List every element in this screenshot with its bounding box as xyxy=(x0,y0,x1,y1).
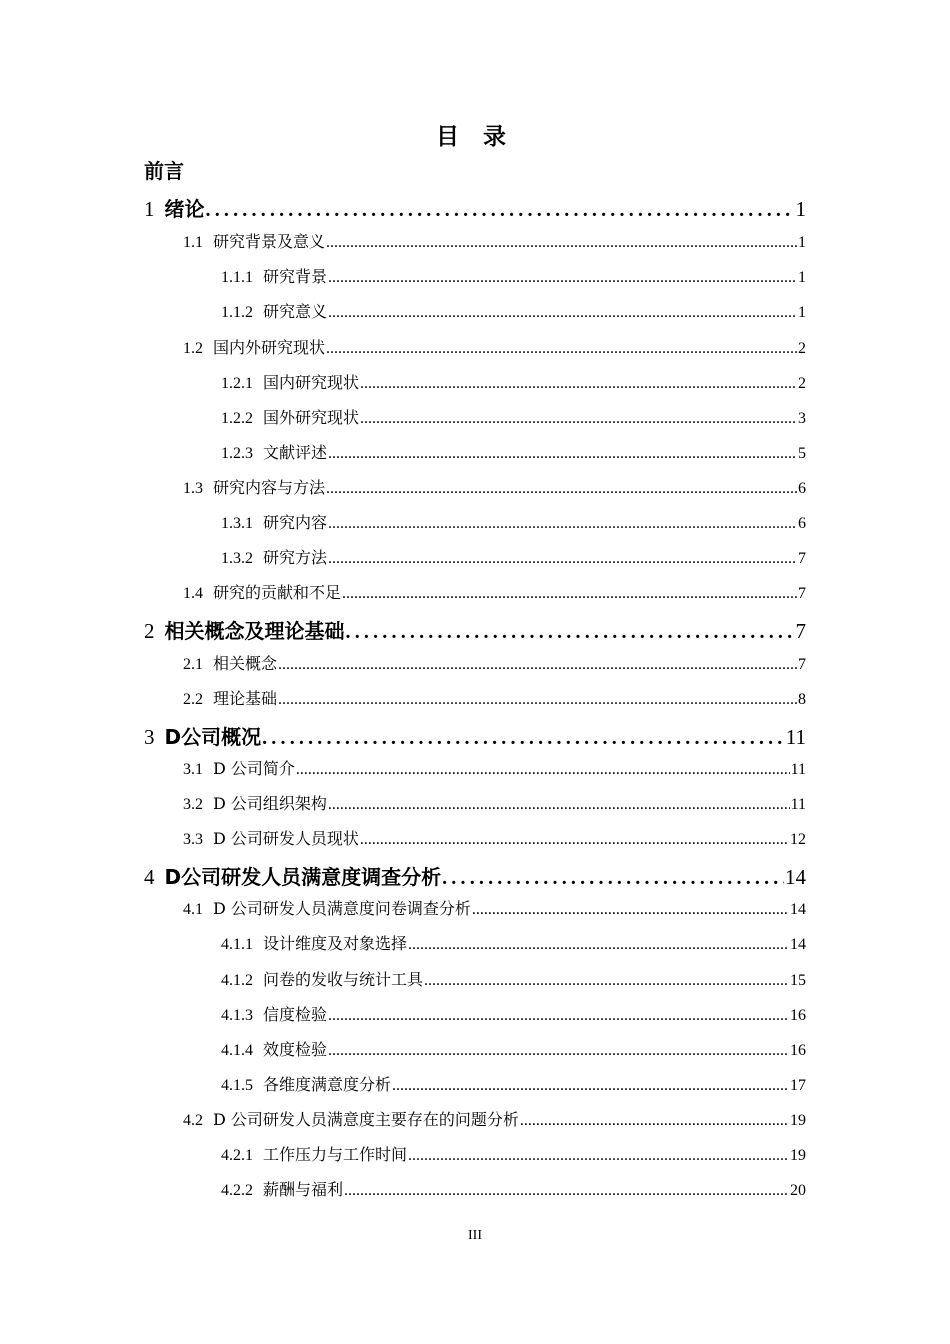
toc-entry-number: 4.2.1 xyxy=(221,1147,253,1164)
toc-entry-page: 7 xyxy=(798,656,806,673)
toc-dot-leader xyxy=(360,375,797,393)
toc-entry-title: 研究内容与方法 xyxy=(213,478,326,497)
toc-dot-leader xyxy=(360,410,797,428)
toc-entry-title: 国内外研究现状 xyxy=(213,338,326,357)
toc-entry-level2[interactable] xyxy=(183,475,806,498)
toc-entry-level3[interactable] xyxy=(221,1072,806,1095)
toc-dot-leader xyxy=(408,936,789,954)
toc-entry-page: 8 xyxy=(798,691,806,708)
toc-entry-title: 国外研究现状 xyxy=(263,408,360,427)
toc-entry-title: 薪酬与福利 xyxy=(263,1180,344,1199)
toc-entry-number: 1.1.2 xyxy=(221,304,253,321)
toc-entry-title: 问卷的发收与统计工具 xyxy=(263,970,424,989)
toc-entry-page: 14 xyxy=(790,936,806,953)
toc-entry-number: 3.2 xyxy=(183,796,203,813)
toc-entry-number: 3.1 xyxy=(183,761,203,778)
toc-dot-leader xyxy=(328,550,797,568)
toc-entry-level2[interactable] xyxy=(183,335,806,358)
toc-entry-number: 4.2 xyxy=(183,1112,203,1129)
toc-entry-title: 信度检验 xyxy=(263,1005,328,1024)
toc-entry-level1[interactable] xyxy=(144,861,806,890)
toc-entry-level1[interactable] xyxy=(144,615,806,644)
toc-dot-leader xyxy=(262,727,785,750)
toc-entry-number: 1.2 xyxy=(183,340,203,357)
toc-entry-number: 4.1.4 xyxy=(221,1042,253,1059)
toc-entry-title: 设计维度及对象选择 xyxy=(263,934,408,953)
toc-entry-page: 14 xyxy=(785,865,806,889)
toc-dot-leader xyxy=(328,445,797,463)
toc-entry-number: 2 xyxy=(144,619,155,643)
toc-entry-number: 4.1.5 xyxy=(221,1077,253,1094)
toc-entry-number: 4.1.3 xyxy=(221,1007,253,1024)
toc-entry-level3[interactable] xyxy=(221,510,806,533)
toc-entry-title: D 公司研发人员满意度主要存在的问题分析 xyxy=(213,1110,519,1129)
toc-dot-leader xyxy=(296,761,790,779)
toc-entry-title: 研究意义 xyxy=(263,302,328,321)
toc-entry-number: 1.1 xyxy=(183,234,203,251)
toc-entry-title: 效度检验 xyxy=(263,1040,328,1059)
toc-entry-page: 16 xyxy=(790,1007,806,1024)
toc-entry-level2[interactable] xyxy=(183,580,806,603)
toc-entry-page: 20 xyxy=(790,1182,806,1199)
toc-dot-leader xyxy=(326,480,797,498)
toc-entry-number: 1.3.2 xyxy=(221,550,253,567)
toc-dot-leader xyxy=(342,585,797,603)
toc-entry-page: 6 xyxy=(798,480,806,497)
toc-dot-leader xyxy=(442,867,784,890)
toc-entry-number: 2.1 xyxy=(183,656,203,673)
toc-entry-level3[interactable] xyxy=(221,1037,806,1060)
toc-entry-number: 4 xyxy=(144,865,155,889)
toc-entry-number: 1.2.3 xyxy=(221,445,253,462)
toc-entry-number: 1.2.2 xyxy=(221,410,253,427)
toc-entry-number: 1 xyxy=(144,197,155,221)
toc-entry-level2[interactable] xyxy=(183,791,806,814)
toc-entry-page: 16 xyxy=(790,1042,806,1059)
toc-entry-page: 1 xyxy=(798,269,806,286)
toc-entry-level3[interactable] xyxy=(221,1142,806,1165)
toc-dot-leader xyxy=(278,691,797,709)
toc-entry-level2[interactable] xyxy=(183,686,806,709)
toc-entry-title: 绪论 xyxy=(164,197,205,221)
toc-entry-number: 1.1.1 xyxy=(221,269,253,286)
toc-dot-leader xyxy=(328,515,797,533)
toc-dot-leader xyxy=(392,1077,789,1095)
toc-entry-level3[interactable] xyxy=(221,545,806,568)
toc-entry-number: 2.2 xyxy=(183,691,203,708)
toc-dot-leader xyxy=(408,1147,789,1165)
toc-entry-page: 7 xyxy=(798,550,806,567)
toc-entry-level3[interactable] xyxy=(221,405,806,428)
toc-entry-level3[interactable] xyxy=(221,967,806,990)
toc-entry-page: 1 xyxy=(795,197,806,221)
toc-dot-leader xyxy=(328,269,797,287)
toc-entry-title: D公司研发人员满意度调查分析 xyxy=(164,865,442,889)
toc-entry-number: 4.2.2 xyxy=(221,1182,253,1199)
toc-entry-number: 3 xyxy=(144,725,155,749)
toc-entry-page: 19 xyxy=(790,1112,806,1129)
toc-entry-page: 19 xyxy=(790,1147,806,1164)
toc-entry-title: 研究背景 xyxy=(263,267,328,286)
toc-entry-page: 2 xyxy=(798,375,806,392)
toc-preface[interactable]: 前言 xyxy=(144,159,184,183)
toc-dot-leader xyxy=(346,621,795,644)
toc-entry-title: D公司概况 xyxy=(164,725,262,749)
toc-entry-page: 11 xyxy=(785,725,806,749)
toc-entry-page: 3 xyxy=(798,410,806,427)
toc-entry-title: D 公司研发人员满意度问卷调查分析 xyxy=(213,899,471,918)
toc-entry-number: 4.1 xyxy=(183,901,203,918)
toc-entry-page: 12 xyxy=(790,831,806,848)
toc-entry-page: 11 xyxy=(790,761,806,778)
toc-entry-number: 3.3 xyxy=(183,831,203,848)
toc-entry-title: 国内研究现状 xyxy=(263,373,360,392)
toc-entry-title: 相关概念 xyxy=(213,654,278,673)
toc-dot-leader xyxy=(206,199,795,222)
toc-entry-page: 14 xyxy=(790,901,806,918)
toc-entry-level3[interactable] xyxy=(221,264,806,287)
toc-entry-page: 1 xyxy=(798,304,806,321)
toc-entry-level3[interactable] xyxy=(221,1177,806,1200)
toc-entry-level1[interactable] xyxy=(144,193,806,222)
toc-entry-page: 2 xyxy=(798,340,806,357)
toc-dot-leader xyxy=(424,972,789,990)
toc-entry-title: 研究内容 xyxy=(263,513,328,532)
toc-entry-number: 1.3.1 xyxy=(221,515,253,532)
toc-entry-title: 研究方法 xyxy=(263,548,328,567)
toc-entry-page: 15 xyxy=(790,972,806,989)
page-number: III xyxy=(468,1228,482,1243)
toc-entry-level3[interactable] xyxy=(221,299,806,322)
toc-dot-leader xyxy=(360,831,789,849)
toc-entry-level3[interactable] xyxy=(221,1002,806,1025)
toc-entry-page: 1 xyxy=(798,234,806,251)
toc-entry-title: D 公司组织架构 xyxy=(213,794,327,813)
toc-entry-level2[interactable] xyxy=(183,756,806,779)
toc-entry-number: 1.3 xyxy=(183,480,203,497)
toc-entry-title: D 公司研发人员现状 xyxy=(213,829,359,848)
page-title: 目 录 xyxy=(435,124,514,150)
toc-entry-level2[interactable] xyxy=(183,229,806,252)
toc-entry-title: 理论基础 xyxy=(213,689,278,708)
toc-entry-level3[interactable] xyxy=(221,440,806,463)
toc-dot-leader xyxy=(328,304,797,322)
toc-entry-level2[interactable] xyxy=(183,896,806,919)
toc-entry-title: D 公司简介 xyxy=(213,759,295,778)
toc-entry-page: 17 xyxy=(790,1077,806,1094)
toc-entry-page: 5 xyxy=(798,445,806,462)
toc-dot-leader xyxy=(328,1007,789,1025)
toc-entry-title: 各维度满意度分析 xyxy=(263,1075,392,1094)
toc-dot-leader xyxy=(520,1112,789,1130)
toc-entry-number: 4.1.1 xyxy=(221,936,253,953)
toc-entry-title: 研究背景及意义 xyxy=(213,232,326,251)
toc-entry-title: 研究的贡献和不足 xyxy=(213,583,342,602)
toc-entry-number: 1.2.1 xyxy=(221,375,253,392)
toc-entry-level3[interactable] xyxy=(221,370,806,393)
toc-entry-number: 4.1.2 xyxy=(221,972,253,989)
toc-entry-level2[interactable] xyxy=(183,651,806,674)
toc-entry-title: 相关概念及理论基础 xyxy=(164,619,345,643)
toc-entry-page: 6 xyxy=(798,515,806,532)
toc-dot-leader xyxy=(328,796,790,814)
toc-dot-leader xyxy=(328,1042,789,1060)
toc-dot-leader xyxy=(472,901,789,919)
toc-entry-level1[interactable] xyxy=(144,721,806,750)
toc-entry-title: 工作压力与工作时间 xyxy=(263,1145,408,1164)
toc-dot-leader xyxy=(278,656,797,674)
toc-entry-title: 文献评述 xyxy=(263,443,328,462)
toc-dot-leader xyxy=(326,340,797,358)
toc-entry-page: 7 xyxy=(795,619,806,643)
toc-entry-page: 7 xyxy=(798,585,806,602)
toc-entry-number: 1.4 xyxy=(183,585,203,602)
toc-entry-level2[interactable] xyxy=(183,1107,806,1130)
toc-entry-level3[interactable] xyxy=(221,931,806,954)
toc-entry-level2[interactable] xyxy=(183,826,806,849)
toc-entry-page: 11 xyxy=(790,796,806,813)
toc-dot-leader xyxy=(326,234,797,252)
toc-dot-leader xyxy=(344,1182,789,1200)
